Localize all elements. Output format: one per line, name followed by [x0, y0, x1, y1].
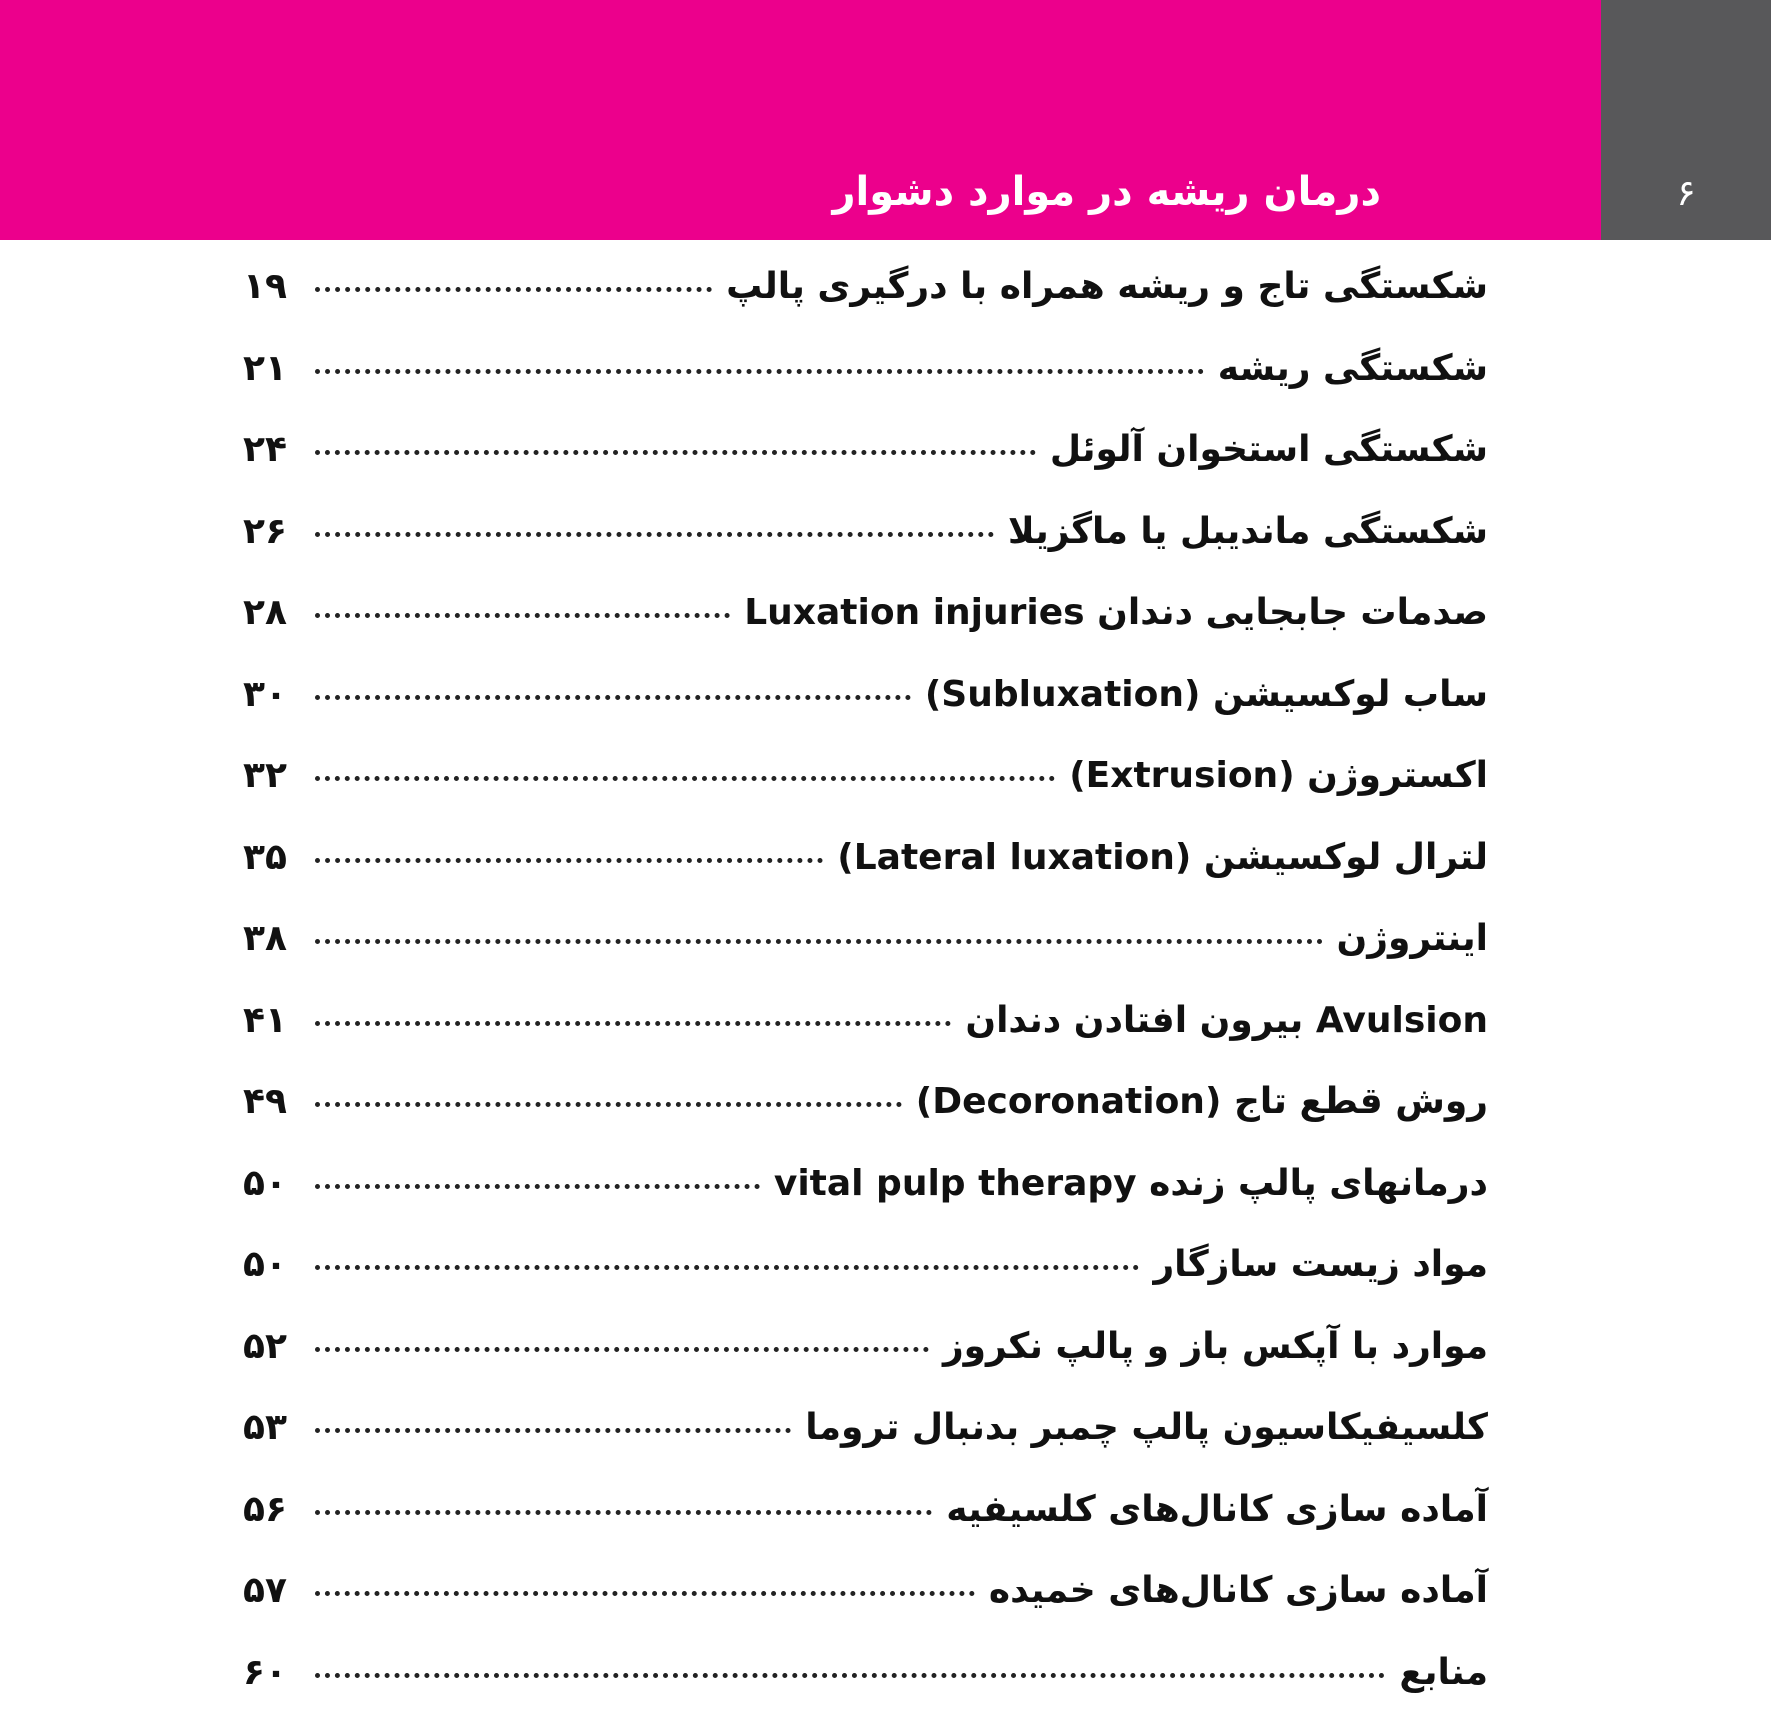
dot-leader: [315, 532, 994, 537]
header-band: [0, 0, 1601, 240]
toc-entry-page: ۴۹: [243, 1081, 311, 1122]
dot-leader: [315, 613, 730, 618]
toc-entry[interactable]: [243, 1489, 1488, 1571]
toc-entry-page: ۶۰: [243, 1652, 311, 1693]
dot-leader: [315, 1184, 760, 1189]
page-number: ۶: [1601, 176, 1771, 212]
toc-entry[interactable]: [243, 1163, 1488, 1245]
toc-entry-title: اینتروژن: [1327, 918, 1488, 959]
toc-entry-title: روش قطع تاج (Decoronation): [906, 1081, 1488, 1122]
toc-entry-page: ۵۲: [243, 1326, 311, 1367]
toc-entry[interactable]: [243, 1244, 1488, 1326]
toc-entry-page: ۴۱: [243, 1000, 311, 1041]
dot-leader: [315, 939, 1323, 944]
dot-leader: [315, 858, 823, 863]
page-header: [0, 0, 1771, 240]
dot-leader: [315, 1673, 1385, 1678]
toc-entry-title: موارد با آپکس باز و پالپ نکروز: [933, 1326, 1488, 1367]
toc-entry[interactable]: [243, 1652, 1488, 1733]
toc-entry-page: ۳۰: [243, 674, 311, 715]
toc-entry-title: آماده سازی کانال‌های خمیده: [979, 1570, 1488, 1611]
toc-entry[interactable]: [243, 266, 1488, 348]
dot-leader: [315, 695, 911, 700]
toc-entry-page: ۲۱: [243, 348, 311, 389]
toc-entry-title: درمانهای پالپ زنده vital pulp therapy: [764, 1163, 1488, 1204]
dot-leader: [315, 1347, 929, 1352]
toc-entry-title: شکستگی استخوان آلوئل: [1040, 429, 1488, 470]
dot-leader: [315, 1021, 951, 1026]
toc-entry-page: ۵۳: [243, 1407, 311, 1448]
dot-leader: [315, 287, 712, 292]
dot-leader: [315, 1102, 902, 1107]
toc-entry[interactable]: [243, 1000, 1488, 1082]
toc-entry-title: شکستگی تاج و ریشه همراه با درگیری پالپ: [716, 266, 1488, 307]
dot-leader: [315, 369, 1204, 374]
toc-entry[interactable]: [243, 837, 1488, 919]
toc-entry[interactable]: [243, 918, 1488, 1000]
dot-leader: [315, 1265, 1139, 1270]
dot-leader: [315, 1428, 791, 1433]
toc-entry[interactable]: [243, 674, 1488, 756]
toc-entry[interactable]: [243, 511, 1488, 593]
toc-entry-page: ۵۰: [243, 1244, 311, 1285]
dot-leader: [315, 1591, 975, 1596]
toc-entry-page: ۱۹: [243, 266, 311, 307]
toc-entry-title: شکستگی ریشه: [1208, 348, 1488, 389]
dot-leader: [315, 450, 1036, 455]
toc-entry-page: ۵۷: [243, 1570, 311, 1611]
toc-entry-title: آماده سازی کانال‌های کلسیفیه: [936, 1489, 1488, 1530]
toc-entry-page: ۵۰: [243, 1163, 311, 1204]
toc-entry-title: منابع: [1389, 1652, 1488, 1693]
toc-entry-title: اکستروژن (Extrusion): [1059, 755, 1488, 796]
toc-entry-title: صدمات جابجایی دندان Luxation injuries: [734, 592, 1488, 633]
toc-entry-page: ۳۵: [243, 837, 311, 878]
toc-entry-title: ساب لوکسیشن (Subluxation): [915, 674, 1488, 715]
toc-entry-page: ۵۶: [243, 1489, 311, 1530]
toc-entry-title: شکستگی ماندیبل یا ماگزیلا: [998, 511, 1488, 552]
table-of-contents: [243, 266, 1488, 1733]
toc-entry-page: ۲۸: [243, 592, 311, 633]
toc-entry-page: ۳۲: [243, 755, 311, 796]
toc-entry-title: کلسیفیکاسیون پالپ چمبر بدنبال تروما: [795, 1407, 1488, 1448]
toc-entry[interactable]: [243, 429, 1488, 511]
toc-entry[interactable]: [243, 1326, 1488, 1408]
book-title: درمان ریشه در موارد دشوار: [832, 172, 1381, 212]
toc-entry[interactable]: [243, 1407, 1488, 1489]
dot-leader: [315, 1510, 932, 1515]
dot-leader: [315, 776, 1055, 781]
toc-entry[interactable]: [243, 1081, 1488, 1163]
toc-entry[interactable]: [243, 348, 1488, 430]
toc-entry-page: ۲۶: [243, 511, 311, 552]
toc-entry-title: Avulsion بیرون افتادن دندان: [955, 1000, 1488, 1041]
page-number-tab: [1601, 0, 1771, 240]
toc-entry-title: مواد زیست سازگار: [1143, 1244, 1488, 1285]
toc-entry[interactable]: [243, 592, 1488, 674]
toc-entry[interactable]: [243, 755, 1488, 837]
toc-entry-page: ۳۸: [243, 918, 311, 959]
toc-entry-page: ۲۴: [243, 429, 311, 470]
toc-entry-title: لترال لوکسیشن (Lateral luxation): [827, 837, 1488, 878]
toc-entry[interactable]: [243, 1570, 1488, 1652]
